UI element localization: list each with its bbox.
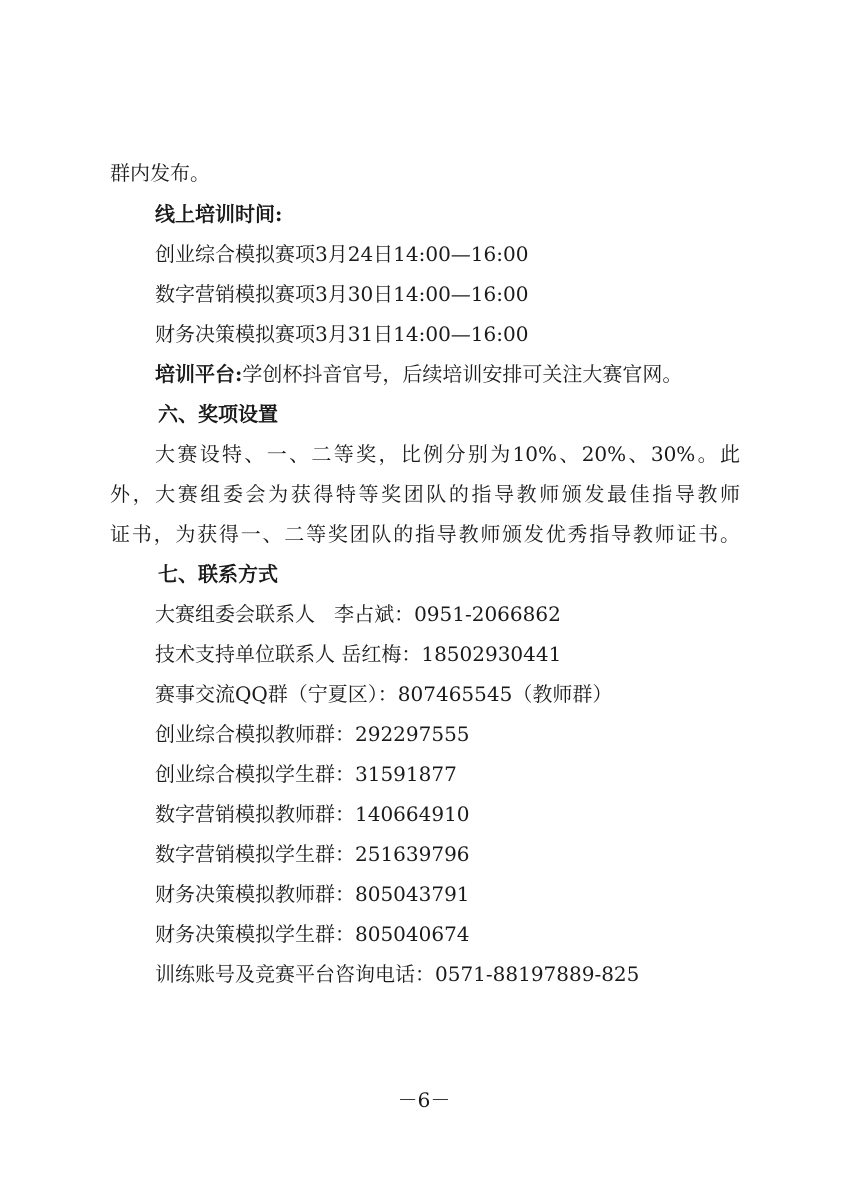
- training-schedule-item: 数字营销模拟赛项3月30日14:00—16:00: [155, 282, 529, 306]
- contact-item: 数字营销模拟学生群：251639796: [155, 842, 470, 866]
- awards-paragraph-line: 外，大赛组委会为获得特等奖团队的指导教师颁发最佳指导教师: [110, 482, 740, 506]
- contact-item: 训练账号及竞赛平台咨询电话：0571-88197889-825: [155, 962, 640, 986]
- awards-paragraph-line: 大赛设特、一、二等奖，比例分别为10%、20%、30%。此: [155, 442, 740, 466]
- training-time-label: 线上培训时间:: [155, 202, 283, 226]
- contact-item: 技术支持单位联系人 岳红梅：18502930441: [155, 642, 562, 666]
- training-platform-label: 培训平台:: [155, 362, 243, 386]
- contact-item: 赛事交流QQ群（宁夏区）：807465545（教师群）: [155, 682, 613, 706]
- training-schedule-item: 财务决策模拟赛项3月31日14:00—16:00: [155, 322, 529, 346]
- contact-item: 大赛组委会联系人 李占斌：0951-2066862: [155, 602, 561, 626]
- contact-item: 数字营销模拟教师群：140664910: [155, 802, 470, 826]
- contact-item: 创业综合模拟学生群：31591877: [155, 762, 457, 786]
- section-heading-contact: 七、联系方式: [158, 562, 278, 586]
- page-number: －6－: [397, 1088, 451, 1112]
- contact-item: 创业综合模拟教师群：292297555: [155, 722, 470, 746]
- section-heading-awards: 六、奖项设置: [158, 402, 278, 426]
- awards-paragraph-line: 证书，为获得一、二等奖团队的指导教师颁发优秀指导教师证书。: [110, 522, 740, 546]
- training-platform-text: 学创杯抖音官号，后续培训安排可关注大赛官网。: [242, 362, 683, 386]
- contact-item: 财务决策模拟学生群：805040674: [155, 922, 470, 946]
- training-schedule-item: 创业综合模拟赛项3月24日14:00—16:00: [155, 242, 529, 266]
- contact-item: 财务决策模拟教师群：805043791: [155, 882, 470, 906]
- paragraph-continuation: 群内发布。: [110, 161, 210, 185]
- training-platform-line: [155, 360, 682, 388]
